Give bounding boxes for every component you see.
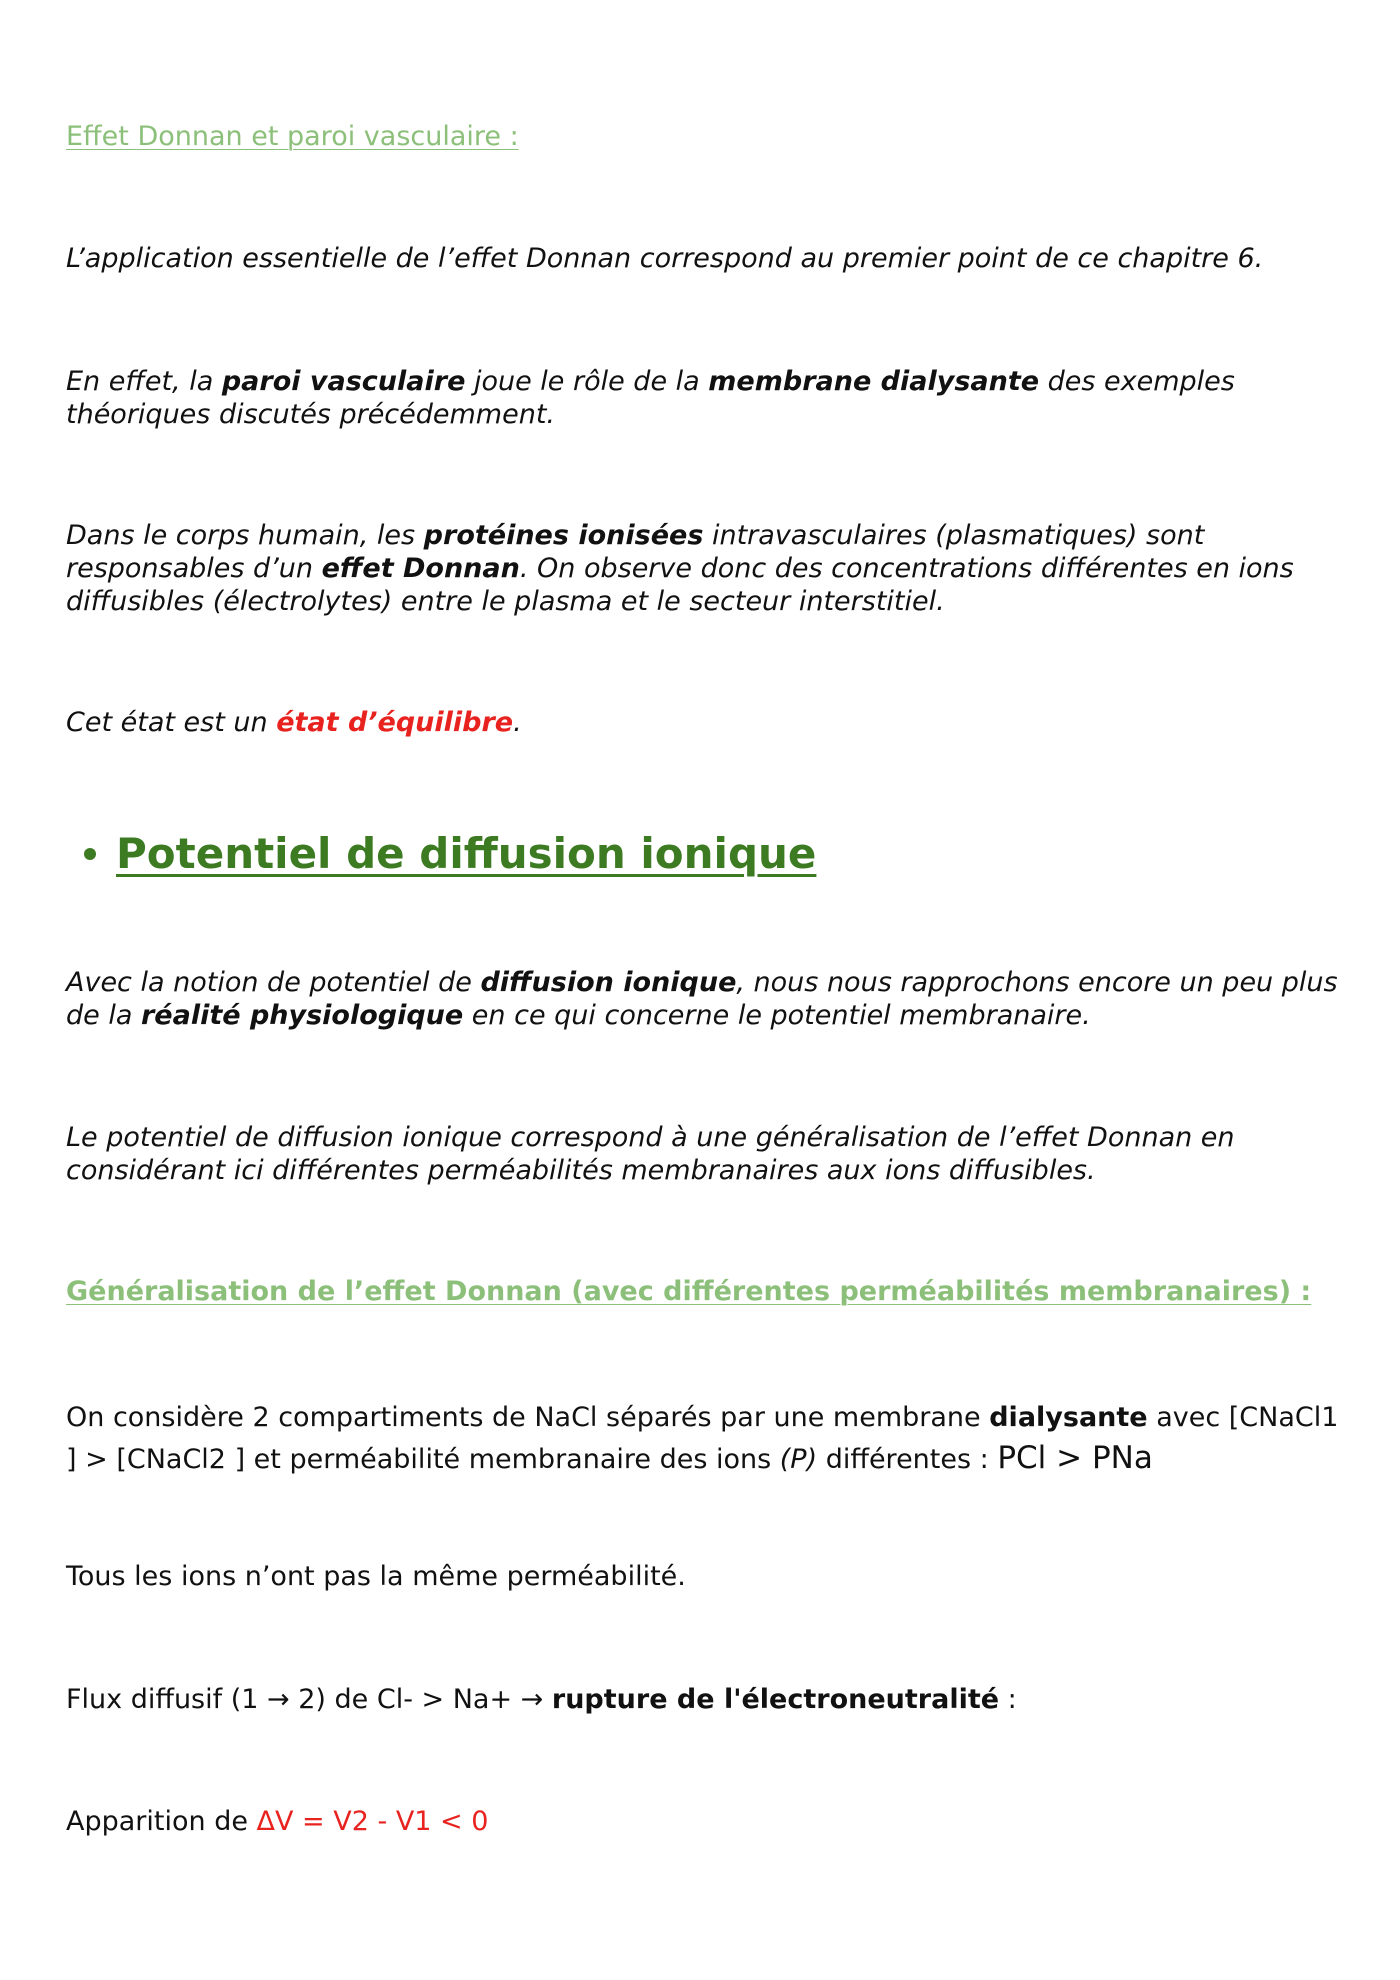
paragraph-diffusion-ionique: Avec la notion de potentiel de diffusion ionique, nous nous rapprochons encore un peu plus de la réalité physiologique en ce qui concerne le potentiel membranaire. bbox=[66, 967, 1338, 1031]
bullet-dot-icon bbox=[84, 848, 96, 860]
section-heading-potentiel bbox=[84, 828, 816, 880]
paragraph-etat-equilibre: Cet état est un état d’équilibre. bbox=[66, 707, 522, 738]
section-title: Potentiel de diffusion ionique bbox=[116, 829, 817, 878]
paragraph-paroi-vasculaire: En effet, la paroi vasculaire joue le rôle de la membrane dialysante des exemples théoriques discutés précédemment. bbox=[66, 366, 1235, 430]
paragraph-flux-diffusif: Flux diffusif (1 → 2) de Cl- > Na+ → rupture de l'électroneutralité : bbox=[66, 1684, 1017, 1715]
paragraph-generalisation: Le potentiel de diffusion ionique correspond à une généralisation de l’effet Donnan en considérant ici différentes perméabilités membranaires aux ions diffusibles. bbox=[66, 1122, 1235, 1186]
paragraph-proteines-ionisees: Dans le corps humain, les protéines ionisées intravasculaires (plasmatiques) sont responsables d’un effet Donnan. On observe donc des concentrations différentes en ions diffusibles (électrolytes) entre le plasma et le secteur interstitiel. bbox=[66, 520, 1294, 617]
paragraph-apparition: Apparition de ΔV = V2 - V1 < 0 bbox=[66, 1806, 489, 1837]
subheading-effet-donnan: Effet Donnan et paroi vasculaire : bbox=[66, 121, 519, 152]
subheading-generalisation: Généralisation de l’effet Donnan (avec différentes perméabilités membranaires) : bbox=[66, 1276, 1312, 1307]
paragraph-compartiments: On considère 2 compartiments de NaCl séparés par une membrane dialysante avec [CNaCl1 ] > [CNaCl2 ] et perméabilité membranaire des ions (P) différentes : PCl > PNa bbox=[66, 1402, 1339, 1476]
paragraph-application: L’application essentielle de l’effet Donnan correspond au premier point de ce chapitre 6. bbox=[66, 243, 1264, 274]
paragraph-permeabilite: Tous les ions n’ont pas la même perméabilité. bbox=[66, 1561, 686, 1592]
